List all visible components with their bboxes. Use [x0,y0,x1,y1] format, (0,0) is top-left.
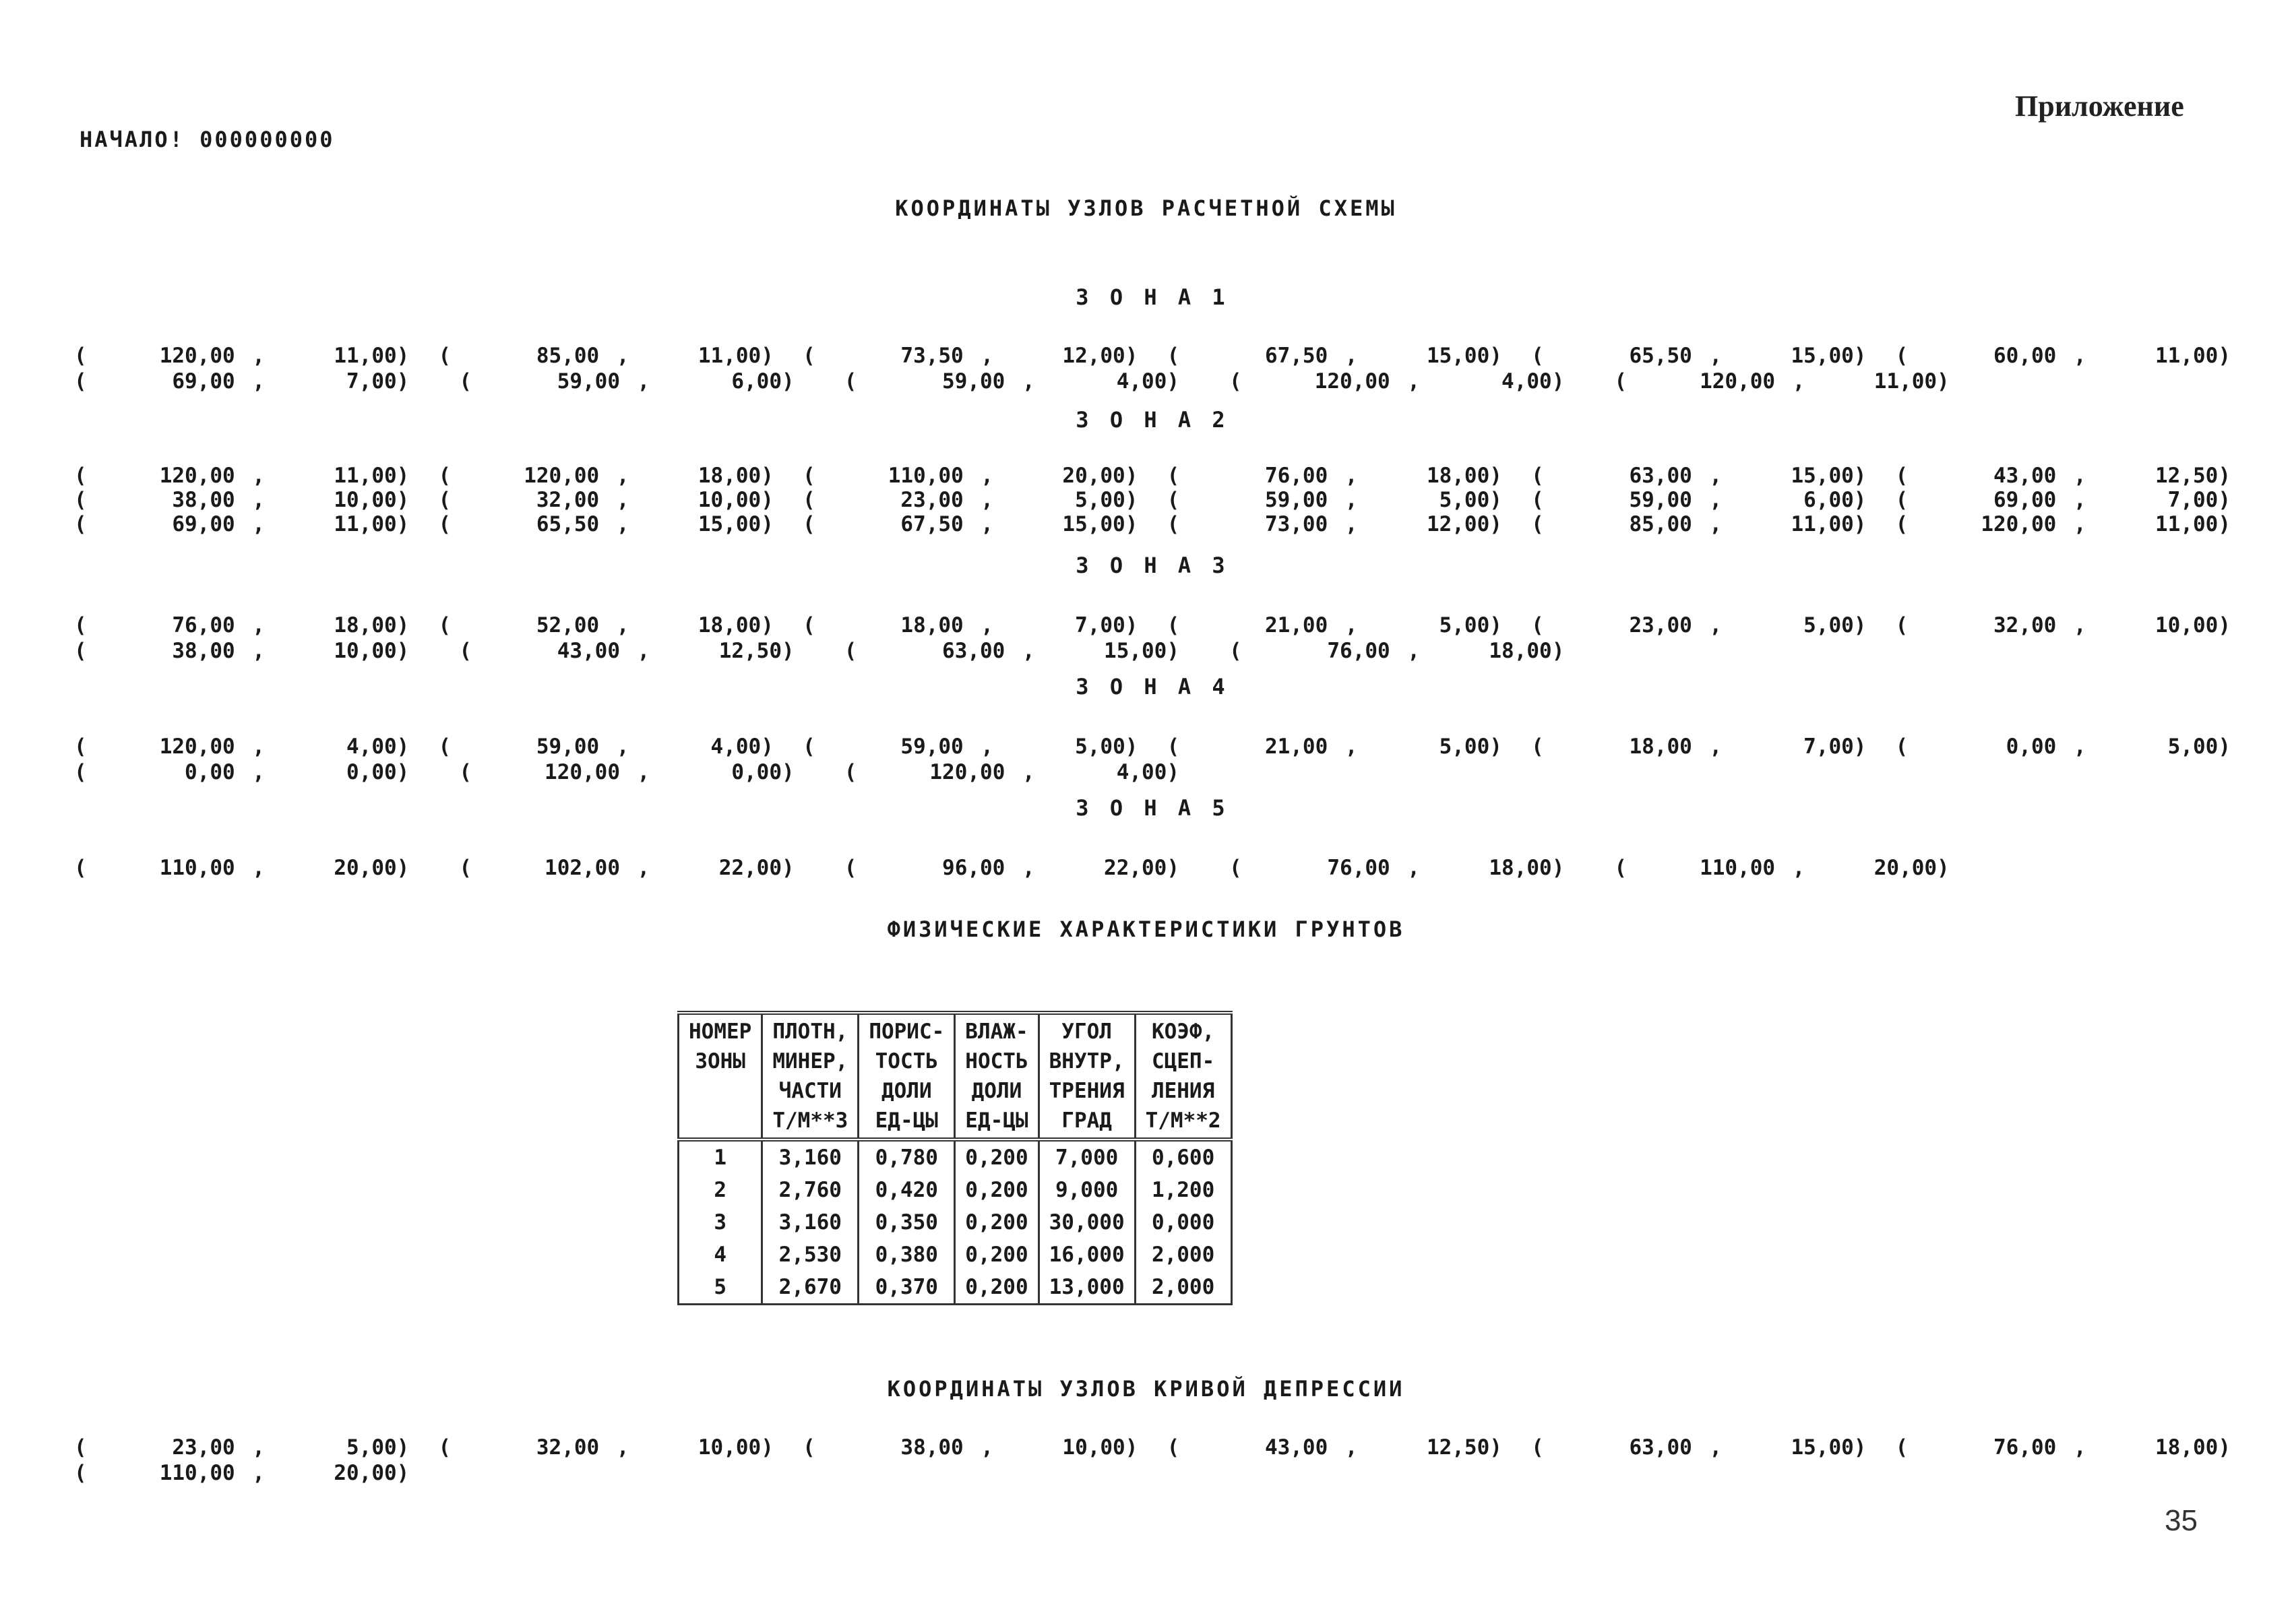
table-row [679,1139,1232,1174]
node-y: 20,00 [1062,464,1125,488]
node-y: 7,00 [346,369,397,394]
table-cell: 0,780 [859,1139,955,1174]
soil-title: ФИЗИЧЕСКИЕ ХАРАКТЕРИСТИКИ ГРУНТОВ [887,916,1405,942]
node-coordinate: ( 63,00 , 15,00) [1531,464,1867,488]
node-x: 102,00 [545,856,621,880]
table-cell: 1 [679,1139,762,1174]
node-x: 59,00 [1264,488,1328,512]
node-y: 4,00 [1116,369,1167,394]
node-coordinate: ( 96,00 , 22,00) [844,856,1180,880]
node-x: 120,00 [159,735,235,759]
node-coordinate: ( 32,00 , 10,00) [1895,613,2231,637]
node-coordinate: ( 120,00 , 11,00) [74,344,410,368]
table-cell: 3,160 [762,1206,859,1239]
node-x: 65,50 [536,512,600,536]
table-cell: 7,000 [1039,1139,1135,1174]
node-x: 32,00 [1993,613,2057,637]
node-coordinate: ( 85,00 , 11,00) [438,344,774,368]
node-coordinate: ( 76,00 , 18,00) [1229,856,1565,880]
depression-title: КООРДИНАТЫ УЗЛОВ КРИВОЙ ДЕПРЕССИИ [887,1376,1405,1402]
node-coordinate: ( 23,00 , 5,00) [803,488,1138,512]
node-y: 20,00 [334,856,397,880]
table-body [679,1139,1232,1305]
node-x: 65,50 [1629,344,1692,368]
table-cell: 2,670 [762,1271,859,1305]
table-cell: 3 [679,1206,762,1239]
table-cell: 0,000 [1135,1206,1231,1239]
node-y: 15,00 [1791,1435,1854,1460]
node-coordinate: ( 76,00 , 18,00) [1167,464,1502,488]
node-y: 7,00 [2167,488,2219,512]
table-header-row [679,1013,1232,1139]
node-coordinate: ( 120,00 , 4,00) [1229,369,1565,394]
node-y: 4,00 [1116,760,1167,784]
node-y: 5,00 [2167,735,2219,759]
appendix-label: Приложение [2015,90,2184,123]
coords-title: КООРДИНАТЫ УЗЛОВ РАСЧЕТНОЙ СХЕМЫ [895,195,1397,221]
node-y: 20,00 [334,1461,397,1485]
node-x: 120,00 [545,760,621,784]
node-coordinate: ( 76,00 , 18,00) [1895,1435,2231,1460]
coordinate-row [74,735,2231,759]
node-coordinate: ( 38,00 , 10,00) [74,488,410,512]
node-coordinate: ( 60,00 , 11,00) [1895,344,2231,368]
table-cell: 0,370 [859,1271,955,1305]
table-row [679,1239,1232,1271]
node-coordinate: ( 38,00 , 10,00) [74,639,410,663]
node-y: 12,50 [1426,1435,1490,1460]
node-y: 15,00 [698,512,762,536]
node-coordinate: ( 23,00 , 5,00) [1531,613,1867,637]
node-coordinate: ( 69,00 , 11,00) [74,512,410,536]
node-y: 11,00 [334,344,397,368]
coordinate-row [74,512,2231,536]
node-x: 120,00 [929,760,1005,784]
node-coordinate: ( 43,00 , 12,50) [1167,1435,1502,1460]
node-x: 18,00 [900,613,964,637]
node-x: 59,00 [536,735,600,759]
node-coordinate: ( 110,00 , 20,00) [1614,856,1950,880]
node-x: 73,00 [1264,512,1328,536]
node-coordinate: ( 76,00 , 18,00) [74,613,410,637]
node-x: 76,00 [1327,639,1390,663]
table-cell: 0,200 [955,1139,1039,1174]
table-cell: 0,420 [859,1174,955,1206]
node-y: 10,00 [2155,613,2219,637]
node-coordinate: ( 120,00 , 18,00) [438,464,774,488]
node-x: 0,00 [2006,735,2057,759]
node-coordinate: ( 38,00 , 10,00) [803,1435,1138,1460]
node-y: 5,00 [1439,613,1490,637]
node-coordinate: ( 69,00 , 7,00) [1895,488,2231,512]
node-x: 120,00 [159,464,235,488]
table-cell: 2,000 [1135,1271,1231,1305]
table-row [679,1174,1232,1206]
table-cell: 0,200 [955,1174,1039,1206]
node-coordinate: ( 43,00 , 12,50) [1895,464,2231,488]
node-x: 23,00 [900,488,964,512]
coordinate-row [74,1435,2231,1460]
node-coordinate: ( 76,00 , 18,00) [1229,639,1565,663]
node-y: 4,00 [710,735,762,759]
node-y: 10,00 [1062,1435,1125,1460]
table-cell: 4 [679,1239,762,1271]
node-x: 110,00 [159,1461,235,1485]
column-header: ПОРИС- ТОСТЬ ДОЛИ ЕД-ЦЫ [859,1013,955,1139]
node-y: 11,00 [334,512,397,536]
node-coordinate: ( 85,00 , 11,00) [1531,512,1867,536]
node-y: 11,00 [1791,512,1854,536]
node-coordinate: ( 110,00 , 20,00) [74,1461,410,1485]
column-header: ПЛОТН, МИНЕР, ЧАСТИ Т/М**3 [762,1013,859,1139]
node-x: 43,00 [1993,464,2057,488]
node-x: 110,00 [159,856,235,880]
node-y: 12,00 [1062,344,1125,368]
node-x: 69,00 [172,512,235,536]
zone-label: З О Н А 3 [1076,553,1229,578]
node-x: 120,00 [1314,369,1390,394]
node-y: 11,00 [334,464,397,488]
node-y: 10,00 [698,1435,762,1460]
node-coordinate: ( 120,00 , 0,00) [459,760,795,784]
coordinate-row [74,369,2231,394]
node-x: 76,00 [172,613,235,637]
table-cell: 0,200 [955,1206,1039,1239]
zone-label: З О Н А 4 [1076,674,1229,699]
table-cell: 0,200 [955,1239,1039,1271]
table-cell: 3,160 [762,1139,859,1174]
node-y: 15,00 [1062,512,1125,536]
node-coordinate: ( 65,50 , 15,00) [438,512,774,536]
table-cell: 0,350 [859,1206,955,1239]
node-y: 5,00 [1439,488,1490,512]
node-coordinate: ( 23,00 , 5,00) [74,1435,410,1460]
start-line: НАЧАЛО! 000000000 [80,127,335,152]
node-x: 59,00 [942,369,1005,394]
table-cell: 2,000 [1135,1239,1231,1271]
node-coordinate: ( 21,00 , 5,00) [1167,613,1502,637]
table-cell: 1,200 [1135,1174,1231,1206]
node-x: 110,00 [888,464,964,488]
node-coordinate: ( 52,00 , 18,00) [438,613,774,637]
node-y: 11,00 [2155,344,2219,368]
node-coordinate: ( 32,00 , 10,00) [438,1435,774,1460]
node-y: 18,00 [698,613,762,637]
node-x: 73,50 [900,344,964,368]
table-cell: 2,530 [762,1239,859,1271]
table-cell: 0,200 [955,1271,1039,1305]
node-y: 11,00 [698,344,762,368]
node-x: 38,00 [172,639,235,663]
zone-label: З О Н А 5 [1076,795,1229,821]
column-header: НОМЕР ЗОНЫ [679,1013,762,1139]
node-x: 0,00 [185,760,235,784]
node-x: 120,00 [1981,512,2057,536]
coordinate-row [74,488,2231,512]
node-coordinate: ( 120,00 , 11,00) [74,464,410,488]
node-x: 110,00 [1700,856,1776,880]
node-y: 6,00 [731,369,782,394]
coordinate-row [74,613,2231,637]
coordinate-row [74,639,2231,663]
table-cell: 5 [679,1271,762,1305]
node-x: 38,00 [900,1435,964,1460]
node-x: 63,00 [942,639,1005,663]
node-y: 4,00 [346,735,397,759]
node-y: 15,00 [1791,344,1854,368]
table-cell: 30,000 [1039,1206,1135,1239]
node-coordinate: ( 32,00 , 10,00) [438,488,774,512]
node-x: 120,00 [524,464,600,488]
node-x: 69,00 [1993,488,2057,512]
node-coordinate: ( 67,50 , 15,00) [1167,344,1502,368]
node-y: 0,00 [731,760,782,784]
node-x: 120,00 [159,344,235,368]
node-x: 23,00 [1629,613,1692,637]
node-coordinate: ( 43,00 , 12,50) [459,639,795,663]
node-y: 10,00 [334,488,397,512]
node-coordinate: ( 0,00 , 5,00) [1895,735,2231,759]
table-cell: 16,000 [1039,1239,1135,1271]
node-y: 5,00 [1075,735,1125,759]
node-x: 59,00 [900,735,964,759]
coordinate-row [74,1461,2231,1485]
node-coordinate: ( 59,00 , 5,00) [803,735,1138,759]
node-y: 12,50 [718,639,782,663]
node-x: 21,00 [1264,613,1328,637]
node-y: 18,00 [1426,464,1490,488]
node-coordinate: ( 110,00 , 20,00) [803,464,1138,488]
node-x: 85,00 [536,344,600,368]
node-x: 63,00 [1629,464,1692,488]
node-coordinate: ( 67,50 , 15,00) [803,512,1138,536]
node-x: 21,00 [1264,735,1328,759]
node-y: 5,00 [1803,613,1854,637]
page-number: 35 [2165,1504,2198,1537]
node-x: 52,00 [536,613,600,637]
node-x: 96,00 [942,856,1005,880]
node-coordinate: ( 18,00 , 7,00) [803,613,1138,637]
node-y: 18,00 [1489,856,1552,880]
node-x: 67,50 [1264,344,1328,368]
node-y: 5,00 [1075,488,1125,512]
node-x: 18,00 [1629,735,1692,759]
column-header: КОЭФ, СЦЕП- ЛЕНИЯ Т/М**2 [1135,1013,1231,1139]
node-coordinate: ( 110,00 , 20,00) [74,856,410,880]
table-cell: 2 [679,1174,762,1206]
node-coordinate: ( 59,00 , 6,00) [459,369,795,394]
node-y: 4,00 [1501,369,1552,394]
node-y: 12,00 [1426,512,1490,536]
node-y: 10,00 [334,639,397,663]
node-y: 18,00 [2155,1435,2219,1460]
node-x: 43,00 [1264,1435,1328,1460]
node-coordinate: ( 102,00 , 22,00) [459,856,795,880]
node-x: 63,00 [1629,1435,1692,1460]
soil-properties-table [677,1011,1233,1305]
node-y: 20,00 [1873,856,1938,880]
node-y: 6,00 [1803,488,1854,512]
table-cell: 0,600 [1135,1139,1231,1174]
node-coordinate: ( 120,00 , 4,00) [844,760,1180,784]
table-row [679,1206,1232,1239]
node-y: 0,00 [346,760,397,784]
node-x: 76,00 [1993,1435,2057,1460]
node-y: 22,00 [1104,856,1167,880]
node-coordinate: ( 63,00 , 15,00) [844,639,1180,663]
node-x: 23,00 [172,1435,235,1460]
node-y: 7,00 [1075,613,1125,637]
node-coordinate: ( 120,00 , 4,00) [74,735,410,759]
table-cell: 2,760 [762,1174,859,1206]
node-x: 59,00 [1629,488,1692,512]
node-y: 7,00 [1803,735,1854,759]
table-cell: 9,000 [1039,1174,1135,1206]
node-coordinate: ( 59,00 , 4,00) [438,735,774,759]
column-header: ВЛАЖ- НОСТЬ ДОЛИ ЕД-ЦЫ [955,1013,1039,1139]
node-x: 76,00 [1327,856,1390,880]
node-y: 18,00 [1489,639,1552,663]
coordinate-row [74,464,2231,488]
coordinate-row [74,856,2231,880]
node-coordinate: ( 73,00 , 12,00) [1167,512,1502,536]
node-x: 85,00 [1629,512,1692,536]
node-x: 38,00 [172,488,235,512]
zone-label: З О Н А 1 [1076,284,1229,310]
node-y: 18,00 [334,613,397,637]
table-row [679,1271,1232,1305]
node-coordinate: ( 18,00 , 7,00) [1531,735,1867,759]
column-header: УГОЛ ВНУТР, ТРЕНИЯ ГРАД [1039,1013,1135,1139]
node-x: 120,00 [1700,369,1776,394]
node-coordinate: ( 120,00 , 11,00) [1614,369,1950,394]
node-y: 5,00 [1439,735,1490,759]
node-coordinate: ( 69,00 , 7,00) [74,369,410,394]
node-coordinate: ( 0,00 , 0,00) [74,760,410,784]
node-y: 15,00 [1426,344,1490,368]
node-x: 32,00 [536,1435,600,1460]
node-coordinate: ( 63,00 , 15,00) [1531,1435,1867,1460]
node-y: 18,00 [698,464,762,488]
zone-label: З О Н А 2 [1076,407,1229,433]
node-x: 76,00 [1264,464,1328,488]
node-coordinate: ( 59,00 , 5,00) [1167,488,1502,512]
coordinate-row [74,760,2231,784]
table-cell: 0,380 [859,1239,955,1271]
node-y: 15,00 [1791,464,1854,488]
node-x: 32,00 [536,488,600,512]
node-coordinate: ( 73,50 , 12,00) [803,344,1138,368]
node-y: 22,00 [718,856,782,880]
node-y: 11,00 [2155,512,2219,536]
node-y: 15,00 [1104,639,1167,663]
node-coordinate: ( 65,50 , 15,00) [1531,344,1867,368]
node-x: 69,00 [172,369,235,394]
node-y: 11,00 [1873,369,1938,394]
coordinate-row [74,344,2231,368]
node-coordinate: ( 59,00 , 6,00) [1531,488,1867,512]
node-coordinate: ( 21,00 , 5,00) [1167,735,1502,759]
node-y: 5,00 [346,1435,397,1460]
node-x: 60,00 [1993,344,2057,368]
node-x: 59,00 [557,369,621,394]
node-coordinate: ( 120,00 , 11,00) [1895,512,2231,536]
node-x: 67,50 [900,512,964,536]
node-coordinate: ( 59,00 , 4,00) [844,369,1180,394]
node-x: 43,00 [557,639,621,663]
table-cell: 13,000 [1039,1271,1135,1305]
node-y: 12,50 [2155,464,2219,488]
node-y: 10,00 [698,488,762,512]
